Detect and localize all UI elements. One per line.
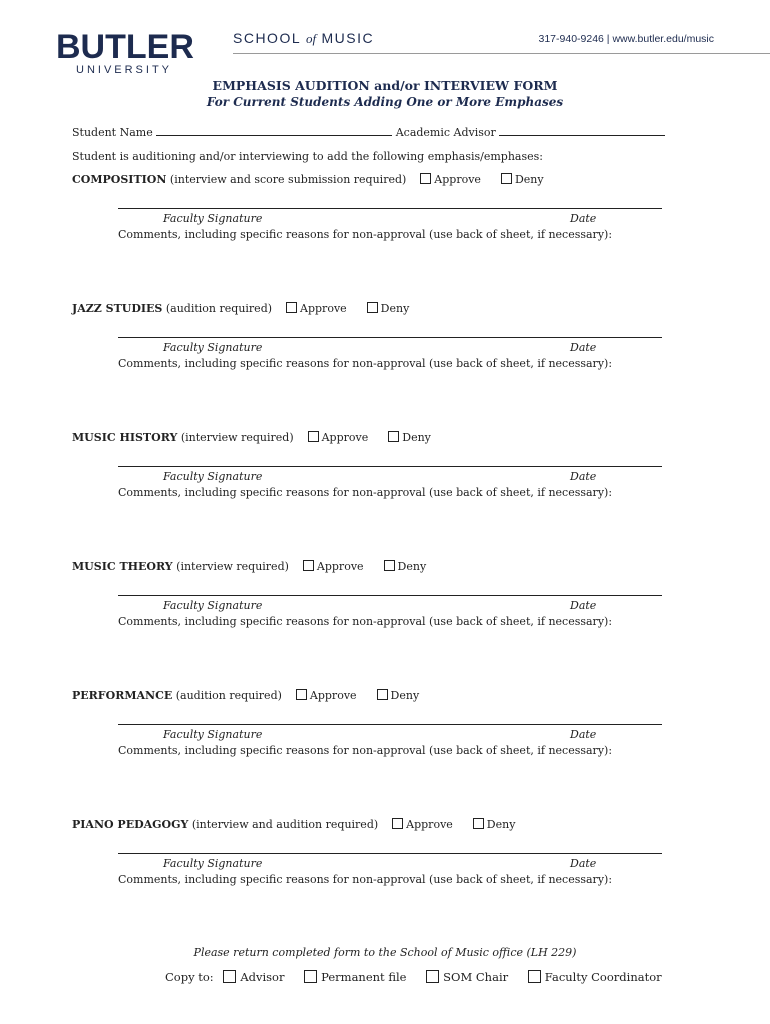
copy-advisor-option: Advisor bbox=[223, 970, 284, 984]
section-requirement: (interview required) bbox=[172, 560, 289, 573]
signature-line[interactable] bbox=[118, 853, 662, 854]
school-of-music-wordmark: SCHOOL of MUSIC bbox=[233, 30, 375, 46]
copy-to-row bbox=[165, 970, 678, 984]
section-title: JAZZ STUDIES bbox=[72, 302, 163, 315]
copy-som-chair-checkbox[interactable] bbox=[426, 970, 439, 983]
university-wordmark: UNIVERSITY bbox=[76, 64, 173, 76]
comments-instruction: Comments, including specific reasons for non-approval (use back of sheet, if necessary): bbox=[118, 744, 613, 757]
section-requirement: (audition required) bbox=[172, 689, 282, 702]
date-label: Date bbox=[570, 599, 597, 612]
deny-checkbox[interactable] bbox=[367, 302, 378, 313]
date-label: Date bbox=[570, 212, 597, 225]
copy-to-label: Copy to: bbox=[165, 970, 214, 984]
form-title: EMPHASIS AUDITION and/or INTERVIEW FORM bbox=[212, 78, 558, 93]
signature-line[interactable] bbox=[118, 466, 662, 467]
copy-advisor-checkbox[interactable] bbox=[223, 970, 236, 983]
section-title: PIANO PEDAGOGY bbox=[72, 818, 189, 831]
faculty-signature-label: Faculty Signature bbox=[163, 857, 263, 870]
section-title: COMPOSITION bbox=[72, 173, 167, 186]
deny-option: Deny bbox=[388, 431, 431, 444]
section-title: PERFORMANCE bbox=[72, 689, 173, 702]
approve-checkbox[interactable] bbox=[286, 302, 297, 313]
section-requirement: (interview required) bbox=[177, 431, 294, 444]
intro-text: Student is auditioning and/or interviewing to add the following emphasis/emphases: bbox=[72, 150, 543, 163]
return-instructions: Please return completed form to the School of Music office (LH 229) bbox=[193, 946, 577, 959]
approve-option: Approve bbox=[286, 302, 347, 315]
signature-line[interactable] bbox=[118, 208, 662, 209]
deny-option: Deny bbox=[384, 560, 427, 573]
section-music-history-row bbox=[72, 431, 431, 444]
faculty-signature-label: Faculty Signature bbox=[163, 599, 263, 612]
approve-option: Approve bbox=[296, 689, 357, 702]
academic-advisor-field[interactable] bbox=[499, 135, 665, 136]
approve-checkbox[interactable] bbox=[296, 689, 307, 700]
form-subtitle: For Current Students Adding One or More Emphases bbox=[206, 95, 564, 109]
approve-option: Approve bbox=[308, 431, 369, 444]
section-requirement: (audition required) bbox=[162, 302, 273, 315]
header-divider bbox=[233, 53, 770, 54]
comments-instruction: Comments, including specific reasons for non-approval (use back of sheet, if necessary): bbox=[118, 228, 613, 241]
copy-permanent-file-option: Permanent file bbox=[304, 970, 406, 984]
approve-option: Approve bbox=[303, 560, 364, 573]
date-label: Date bbox=[570, 341, 597, 354]
date-label: Date bbox=[570, 470, 597, 483]
section-title: MUSIC HISTORY bbox=[72, 431, 178, 444]
copy-faculty-coordinator-checkbox[interactable] bbox=[528, 970, 541, 983]
approve-option: Approve bbox=[420, 173, 481, 186]
faculty-signature-label: Faculty Signature bbox=[163, 470, 263, 483]
section-title: MUSIC THEORY bbox=[72, 560, 173, 573]
copy-som-chair-option: SOM Chair bbox=[426, 970, 508, 984]
section-requirement: (interview and audition required) bbox=[188, 818, 379, 831]
section-composition-row bbox=[72, 173, 544, 186]
deny-option: Deny bbox=[367, 302, 410, 315]
academic-advisor-label: Academic Advisor bbox=[395, 126, 496, 139]
approve-checkbox[interactable] bbox=[308, 431, 319, 442]
approve-checkbox[interactable] bbox=[303, 560, 314, 571]
deny-checkbox[interactable] bbox=[501, 173, 512, 184]
student-name-label: Student Name bbox=[72, 126, 153, 139]
comments-instruction: Comments, including specific reasons for non-approval (use back of sheet, if necessary): bbox=[118, 615, 613, 628]
copy-faculty-coordinator-option: Faculty Coordinator bbox=[528, 970, 662, 984]
date-label: Date bbox=[570, 857, 597, 870]
approve-option: Approve bbox=[392, 818, 453, 831]
faculty-signature-label: Faculty Signature bbox=[163, 212, 263, 225]
student-name-field[interactable] bbox=[156, 135, 392, 136]
deny-option: Deny bbox=[377, 689, 420, 702]
deny-option: Deny bbox=[473, 818, 516, 831]
signature-line[interactable] bbox=[118, 724, 662, 725]
section-music-theory-row bbox=[72, 560, 426, 573]
comments-instruction: Comments, including specific reasons for non-approval (use back of sheet, if necessary): bbox=[118, 357, 613, 370]
date-label: Date bbox=[570, 728, 597, 741]
deny-checkbox[interactable] bbox=[473, 818, 484, 829]
faculty-signature-label: Faculty Signature bbox=[163, 341, 263, 354]
student-info-row bbox=[72, 126, 665, 139]
section-piano-pedagogy-row bbox=[72, 818, 515, 831]
contact-info: 317-940-9246 | www.butler.edu/music bbox=[538, 33, 714, 45]
deny-checkbox[interactable] bbox=[377, 689, 388, 700]
section-performance-row bbox=[72, 689, 419, 702]
approve-checkbox[interactable] bbox=[420, 173, 431, 184]
signature-line[interactable] bbox=[118, 337, 662, 338]
section-requirement: (interview and score submission required) bbox=[166, 173, 407, 186]
deny-option: Deny bbox=[501, 173, 544, 186]
deny-checkbox[interactable] bbox=[384, 560, 395, 571]
butler-logo: BUTLER bbox=[56, 28, 194, 66]
deny-checkbox[interactable] bbox=[388, 431, 399, 442]
section-jazz-studies-row bbox=[72, 302, 409, 315]
faculty-signature-label: Faculty Signature bbox=[163, 728, 263, 741]
comments-instruction: Comments, including specific reasons for non-approval (use back of sheet, if necessary): bbox=[118, 873, 613, 886]
comments-instruction: Comments, including specific reasons for non-approval (use back of sheet, if necessary): bbox=[118, 486, 613, 499]
signature-line[interactable] bbox=[118, 595, 662, 596]
approve-checkbox[interactable] bbox=[392, 818, 403, 829]
copy-permanent-file-checkbox[interactable] bbox=[304, 970, 317, 983]
